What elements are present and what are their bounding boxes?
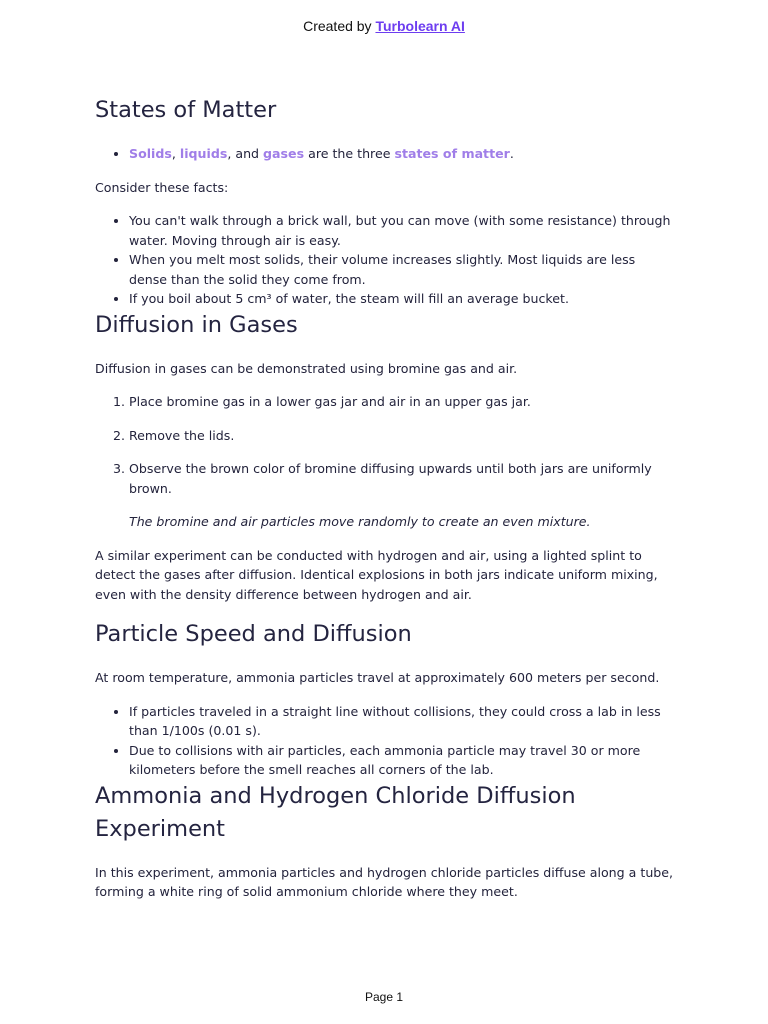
diffusion-intro: Diffusion in gases can be demonstrated using bromine gas and air. bbox=[95, 360, 518, 376]
list-item: 3. Observe the brown color of bromine diffusing upwards until both jars are uniformly brown. bbox=[129, 459, 675, 498]
hydrogen-paragraph: A similar experiment can be conducted with hydrogen and air, using a lighted splint to detect the gases after diffusion. Identical explosions in both jars indicate uniform mixing, even with the density difference between hydrogen and air. bbox=[95, 547, 658, 602]
term-gases: gases bbox=[263, 146, 305, 161]
list-item: • If you boil about 5 cm³ of water, the steam will fill an average bucket. bbox=[129, 289, 675, 309]
list-item: • When you melt most solids, their volume increases slightly. Most liquids are less dense than the solid they come from. bbox=[129, 250, 675, 289]
list-item: 1. Place bromine gas in a lower gas jar and air in an upper gas jar. bbox=[129, 392, 675, 412]
turbolearn-link[interactable]: Turbolearn AI bbox=[375, 18, 465, 34]
section-title-states-of-matter: States of Matter bbox=[95, 97, 277, 123]
list-item: 2. Remove the lids. bbox=[129, 426, 675, 446]
list-item: • If particles traveled in a straight line without collisions, they could cross a lab in less than 1/100s (0.01 s). bbox=[129, 702, 675, 741]
diffusion-steps bbox=[95, 392, 675, 498]
document-body bbox=[95, 94, 675, 902]
term-solids: Solids bbox=[129, 146, 172, 161]
particle-speed-intro: At room temperature, ammonia particles travel at approximately 600 meters per second. bbox=[95, 670, 660, 685]
page-number: Page 1 bbox=[364, 990, 404, 1004]
diffusion-note: The bromine and air particles move randomly to create an even mixture. bbox=[129, 514, 591, 529]
facts-intro: Consider these facts: bbox=[95, 179, 229, 195]
section-title-diffusion-in-gases: Diffusion in Gases bbox=[95, 311, 298, 338]
particle-speed-list bbox=[95, 702, 675, 780]
list-item: • You can't walk through a brick wall, but you can move (with some resistance) through water. Moving through air is easy. bbox=[129, 211, 675, 250]
list-item: • Solids, liquids, and gases are the three states of matter. bbox=[129, 144, 675, 164]
term-liquids: liquids bbox=[179, 146, 228, 161]
section-title-ammonia-hcl: Ammonia and Hydrogen Chloride Diffusion Experiment bbox=[95, 782, 576, 842]
facts-list bbox=[95, 211, 675, 309]
section-title-particle-speed: Particle Speed and Diffusion bbox=[95, 621, 412, 647]
ammonia-hcl-intro: In this experiment, ammonia particles and hydrogen chloride particles diffuse along a tube, forming a white ring of solid ammonium chloride where they meet. bbox=[95, 864, 674, 899]
created-by-text: Created by bbox=[303, 18, 376, 34]
header-credit bbox=[0, 18, 768, 34]
term-states-of-matter: states of matter bbox=[394, 146, 510, 161]
list-item: • Due to collisions with air particles, each ammonia particle may travel 30 or more kilometers before the smell reaches all corners of the lab. bbox=[129, 741, 675, 780]
states-bullet-list bbox=[95, 144, 675, 164]
